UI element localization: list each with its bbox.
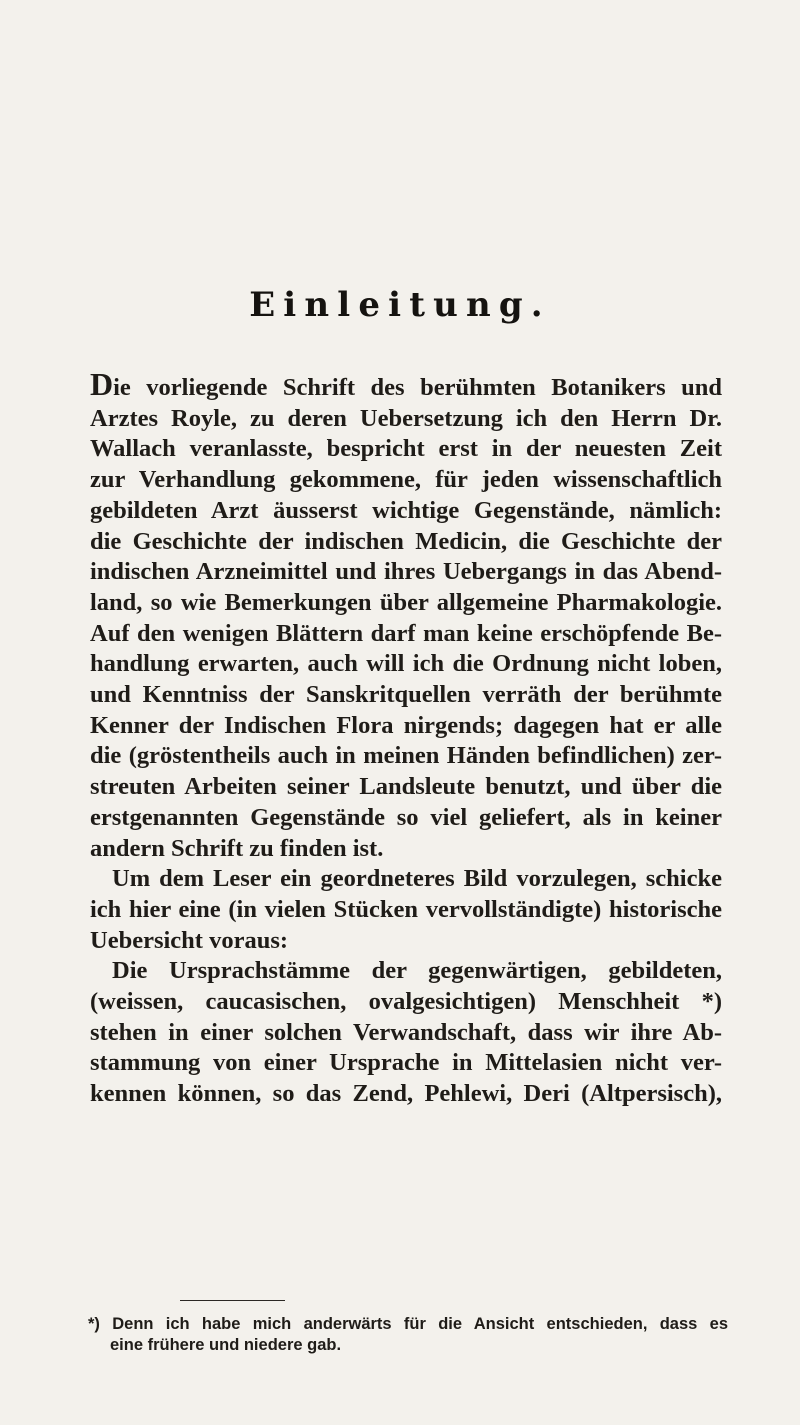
text-line: indischen Arzneimittel und ihres Uebergangs in das Abend- (90, 558, 722, 586)
footnote-divider (180, 1300, 285, 1301)
text-line: stehen in einer solchen Verwandschaft, dass wir ihre Ab- (90, 1018, 722, 1046)
text-line: kennen können, so das Zend, Pehlewi, Deri (Altpersisch), (90, 1080, 722, 1108)
main-text (90, 368, 722, 1110)
text-line: (weissen, caucasischen, ovalgesichtigen) Menschheit *) (90, 988, 722, 1016)
chapter-title: Einleitung. (249, 285, 551, 325)
text-line: andern Schrift zu finden ist. (90, 834, 384, 862)
text-line: Uebersicht voraus: (90, 926, 289, 954)
text-line: ich hier eine (in vielen Stücken vervollständigte) historische (90, 895, 722, 923)
footnote (88, 1314, 728, 1356)
text-line: streuten Arbeiten seiner Landsleute benutzt, und über die (90, 773, 722, 801)
text-line: Wallach veranlasste, bespricht erst in der neuesten Zeit (90, 435, 722, 463)
text-line: die Geschichte der indischen Medicin, die Geschichte der (90, 527, 722, 555)
text-line: gebildeten Arzt äusserst wichtige Gegenstände, nämlich: (90, 496, 722, 524)
drop-cap: D (90, 366, 114, 402)
text-line: handlung erwarten, auch will ich die Ordnung nicht loben, (90, 650, 722, 678)
footnote-line: *) Denn ich habe mich anderwärts für die Ansicht entschieden, dass es (88, 1315, 728, 1333)
text-line: Auf den wenigen Blättern darf man keine erschöpfende Be- (90, 619, 722, 647)
text-line: zur Verhandlung gekommene, für jeden wissenschaftlich (90, 466, 722, 494)
text-line: Arztes Royle, zu deren Uebersetzung ich den Herrn Dr. (90, 404, 722, 432)
text-line: und Kenntniss der Sanskritquellen verräth der berühmte (90, 681, 722, 709)
text-line: Kenner der Indischen Flora nirgends; dagegen hat er alle (90, 711, 722, 739)
text-line: Um dem Leser ein geordneteres Bild vorzulegen, schicke (112, 865, 722, 893)
footnote-line: eine frühere und niedere gab. (110, 1336, 342, 1354)
text-line: erstgenannten Gegenstände so viel geliefert, als in keiner (90, 803, 722, 831)
text-line: stammung von einer Ursprache in Mittelasien nicht ver- (90, 1049, 722, 1077)
text-line: Die Ursprachstämme der gegenwärtigen, gebildeten, (112, 957, 722, 985)
text-line: die (gröstentheils auch in meinen Händen befindlichen) zer- (90, 742, 722, 770)
text-line: Die vorliegende Schrift des berühmten Botanikers und (90, 366, 722, 402)
text-line: land, so wie Bemerkungen über allgemeine Pharmakologie. (90, 588, 722, 616)
